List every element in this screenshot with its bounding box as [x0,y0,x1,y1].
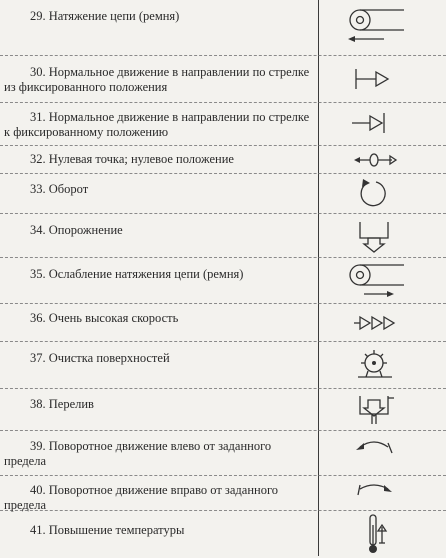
row-description: 40. Поворотное движение вправо от заданного предела [4,483,279,512]
table-row [0,174,446,214]
row-description: 32. Нулевая точка; нулевое положение [30,152,234,166]
rotate-right-from-limit-icon [330,473,430,513]
row-description: 31. Нормальное движение в направлении по стрелке к фиксированному положению [4,110,310,139]
movement-from-fixed-position-icon [330,59,430,99]
table-row [0,56,446,103]
overflow-icon [330,390,430,430]
rotate-left-from-limit-icon [330,433,430,473]
surface-cleaning-icon [330,345,430,385]
row-description: 30. Нормальное движение в направлении по стрелке из фиксированного положения [4,65,310,94]
row-description: 35. Ослабление натяжения цепи (ремня) [30,267,244,281]
table-row [0,146,446,174]
table-row [0,304,446,342]
table-row [0,214,446,258]
table-row [0,0,446,56]
movement-to-fixed-position-icon [330,103,430,143]
very-high-speed-icon [330,303,430,343]
chain-slack-icon [330,261,430,301]
row-description: 34. Опорожнение [30,223,123,237]
row-description: 41. Повышение температуры [30,523,185,537]
table-row [0,342,446,389]
row-description: 38. Перелив [30,397,94,411]
row-description: 29. Натяжение цепи (ремня) [30,9,180,23]
chain-tension-icon [330,6,430,46]
temperature-increase-icon [330,513,430,553]
table-row [0,511,446,556]
table-row [0,389,446,431]
table-row [0,476,446,511]
table-row [0,431,446,476]
row-description: 33. Оборот [30,182,89,196]
row-description: 37. Очистка поверхностей [30,351,170,365]
row-description: 36. Очень высокая скорость [30,311,179,325]
revolution-icon [330,174,430,214]
row-description: 39. Поворотное движение влево от заданного предела [4,439,272,468]
table-row [0,258,446,304]
emptying-icon [330,216,430,256]
